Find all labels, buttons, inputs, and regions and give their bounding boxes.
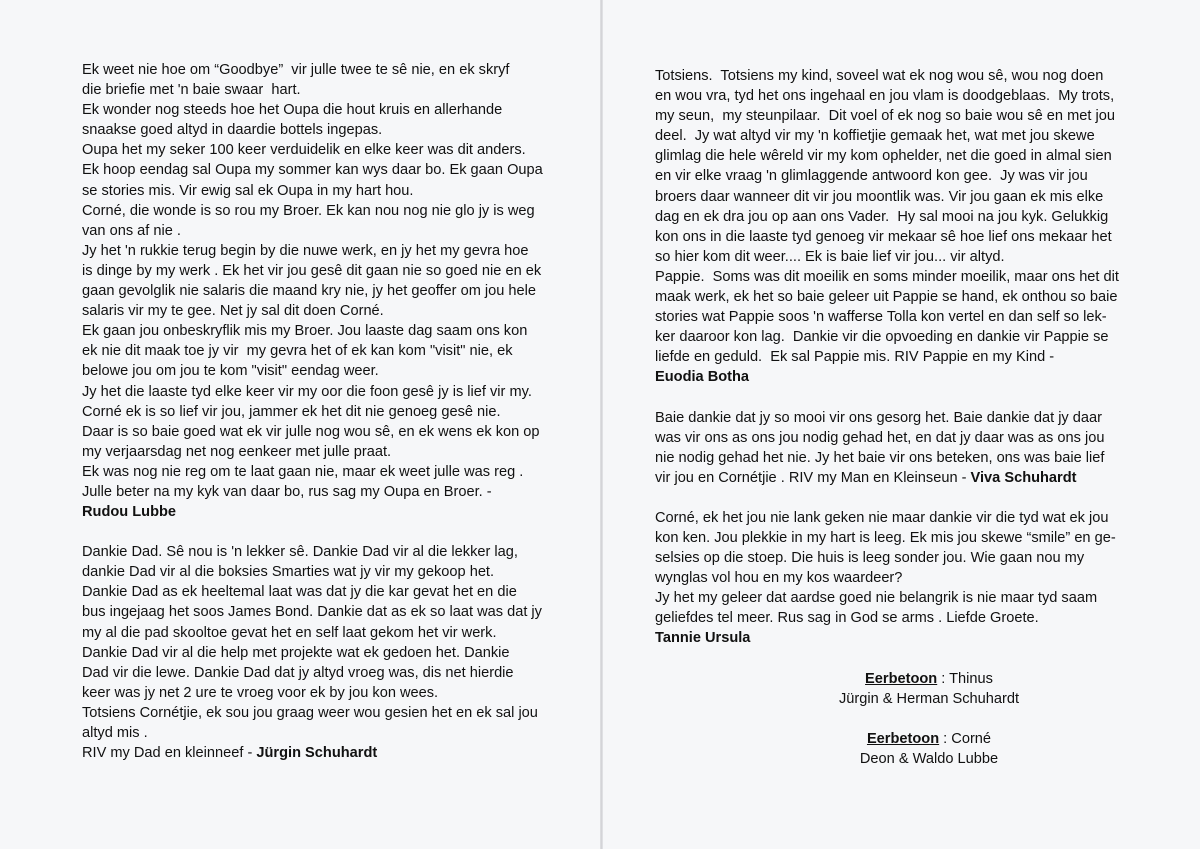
letter-line: liefde en geduld. Ek sal Pappie mis. RIV Pappie en my Kind - [655,349,1055,366]
letter-line: my al die pad skooltoe gevat het en self laat gekom het vir werk. [82,624,497,641]
tribute-honoree: Thinus [949,670,993,687]
tributes [805,669,1105,769]
letter-line: Baie dankie dat jy so mooi vir ons gesorg het. Baie dankie dat jy daar [655,409,1102,426]
letter-line: Ek weet nie hoe om “Goodbye” vir julle twee te sê nie, en ek skryf [82,62,510,78]
letter-line: Ek was nog nie reg om te laat gaan nie, maar ek weet julle was reg . [82,463,524,480]
letter-line: wynglas vol hou en my kos waardeer? [655,570,903,587]
signature-jurgin: Jürgin Schuhardt [256,745,378,762]
letter-line: en wou vra, tyd het ons ingehaal en jou vlam is doodgeblaas. My trots, [655,88,1115,105]
signature-rudou: Rudou Lubbe [82,504,177,521]
tribute-label: Eerbetoon [865,670,938,687]
tribute-label: Eerbetoon [866,730,940,747]
closing-text: RIV my Dad en kleinneef - [82,745,257,762]
tribute-separator: : [937,670,950,687]
letter-viva [655,408,1200,488]
tribute-givers: Jürgin & Herman Schuhardt [838,690,1020,707]
letter-line: Totsiens Cornétjie, ek sou jou graag weer wou gesien het en ek sal jou [82,704,538,721]
signature-euodia: Euodia Botha [655,369,750,386]
letter-line: geliefdes tel meer. Rus sag in God se arms . Liefde Groete. [655,610,1039,627]
letter-line: Ek gaan jou onbeskryflik mis my Broer. Jou laaste dag saam ons kon [82,323,528,340]
letter-line: Oupa het my seker 100 keer verduidelik en elke keer was dit anders. [82,142,526,159]
letter-line: die briefie met 'n baie swaar hart. [82,82,301,99]
right-page [603,0,1200,849]
letter-line: belowe jou om jou te kom "visit" eendag weer. [82,363,379,380]
paragraph-gap [655,649,1200,669]
letter-line: Ek hoop eendag sal Oupa my sommer kan wys daar bo. Ek gaan Oupa [82,162,543,179]
letter-line: Jy het 'n rukkie terug begin by die nuwe werk, en jy het my gevra hoe [82,242,529,259]
paragraph-gap [655,388,1200,408]
tribute-corne [753,729,1105,769]
letter-line: Daar is so baie goed wat ek vir julle nog wou sê, en ek wens ek kon op [82,423,540,440]
letter-line: keer was jy net 2 ure te vroeg voor ek by jou kon wees. [82,684,439,701]
letter-line: se stories mis. Vir ewig sal ek Oupa in my hart hou. [82,182,414,199]
letter-line: Jy het die laaste tyd elke keer vir my oor die foon gesê jy is lief vir my. [82,383,532,400]
letter-line: bus ingejaag het soos James Bond. Dankie dat as ek so laat was dat jy [82,604,542,621]
letter-line: dag en ek dra jou op aan ons Vader. Hy sal mooi na jou kyk. Gelukkig [655,208,1109,225]
closing-line-jurgin [82,743,601,763]
letter-line: dankie Dad vir al die boksies Smarties wat jy vir my gekoop het. [82,564,495,581]
letter-line: kon ken. Jou plekkie in my hart is leeg. Ek mis jou skewe “smile” en ge- [655,529,1116,546]
letter-line: kon ons in die laaste tyd genoeg vir mekaar sê hoe lief ons mekaar het [655,228,1112,245]
letter-line: ker daaroor kon lag. Dankie vir die opvoeding en dankie vir Pappie se [655,329,1109,346]
letter-line: broers daar wanneer dit vir jou moontlik was. Vir jou gaan ek mis elke [655,188,1104,205]
letter-line: so hier kom dit weer.... Ek is baie lief vir jou... vir altyd. [655,248,1005,265]
letter-line: altyd mis . [82,725,148,741]
letter-line: Totsiens. Totsiens my kind, soveel wat ek nog wou sê, wou nog doen [655,68,1104,84]
letter-line: maak werk, ek het so baie geleer uit Pappie se hand, ek onthou so baie [655,289,1118,306]
letter-line: gaan gevolglik nie salaris die maand kry nie, jy het geoffer om jou hele [82,283,537,300]
paragraph-gap [82,522,601,542]
letter-line: ek nie dit maak toe jy vir my gevra het of ek kan kom "visit" nie, ek [82,343,513,360]
letter-line: glimlag die hele wêreld vir my kom ophelder, net die goed in almal sien [655,148,1112,165]
letter-euodia [655,66,1200,388]
letter-line: van ons af nie . [82,222,181,239]
letter-line: Pappie. Soms was dit moeilik en soms minder moeilik, maar ons het dit [655,268,1119,285]
letter-line: my seun, my steunpilaar. Dit voel of ek nog so baie wou sê en met jou [655,108,1115,125]
letter-line: Julle beter na my kyk van daar bo, rus sag my Oupa en Broer. - [82,483,492,500]
tribute-givers: Deon & Waldo Lubbe [859,750,999,767]
letter-line: Corné, die wonde is so rou my Broer. Ek kan nou nog nie glo jy is weg [82,202,535,219]
letter-line: Corné ek is so lief vir jou, jammer ek het dit nie genoeg gesê nie. [82,403,501,420]
letter-line: nie nodig gehad het nie. Jy het baie vir ons beteken, ons was baie lief [655,449,1105,466]
signature-ursula: Tannie Ursula [655,630,751,647]
closing-text: vir jou en Cornétjie . RIV my Man en Kleinseun - [655,469,971,486]
letter-line: deel. Jy wat altyd vir my 'n koffietjie gemaak het, wat met jou skewe [655,128,1095,145]
letter-line: is dinge by my werk . Ek het vir jou gesê dit gaan nie so goed nie en ek [82,262,542,279]
letter-line: salaris vir my te gee. Net jy sal dit doen Corné. [82,303,384,320]
letter-ursula [655,508,1200,649]
letter-line: Dankie Dad vir al die help met projekte wat ek gedoen het. Dankie [82,644,510,661]
letter-line: Dad vir die lewe. Dankie Dad dat jy altyd vroeg was, dis net hierdie [82,664,514,681]
letter-line: selsies op die stoep. Die huis is leeg sonder jou. Wie gaan nou my [655,550,1085,567]
letter-jurgin [82,542,601,763]
paragraph-gap [655,488,1200,508]
letter-line: my verjaarsdag net nog eenkeer met julle praat. [82,443,392,460]
tribute-honoree: Corné [951,730,992,747]
letter-line: Dankie Dad as ek heeltemal laat was dat jy die kar gevat het en die [82,584,517,601]
letter-line: snaakse goed altyd in daardie bottels ingepas. [82,122,383,139]
letter-line: stories wat Pappie soos 'n wafferse Tolla kon vertel en dan self so lek- [655,309,1107,326]
letter-line: Dankie Dad. Sê nou is 'n lekker sê. Dankie Dad vir al die lekker lag, [82,544,518,561]
closing-line-viva [655,468,1200,488]
letter-line: Ek wonder nog steeds hoe het Oupa die hout kruis en allerhande [82,102,503,119]
letter-line: Corné, ek het jou nie lank geken nie maar dankie vir die tyd wat ek jou [655,509,1109,526]
letter-rudou [82,60,601,522]
letter-line: was vir ons as ons jou nodig gehad het, en dat jy daar was as ons jou [655,429,1105,446]
tribute-separator: : [939,730,952,747]
paragraph-gap [805,709,1105,729]
letter-line: Jy het my geleer dat aardse goed nie belangrik is nie maar tyd saam [655,590,1098,607]
signature-viva: Viva Schuhardt [970,469,1077,486]
letter-line: en vir elke vraag 'n glimlaggende antwoord kon gee. Jy was vir jou [655,168,1088,185]
tribute-thinus [753,669,1105,709]
